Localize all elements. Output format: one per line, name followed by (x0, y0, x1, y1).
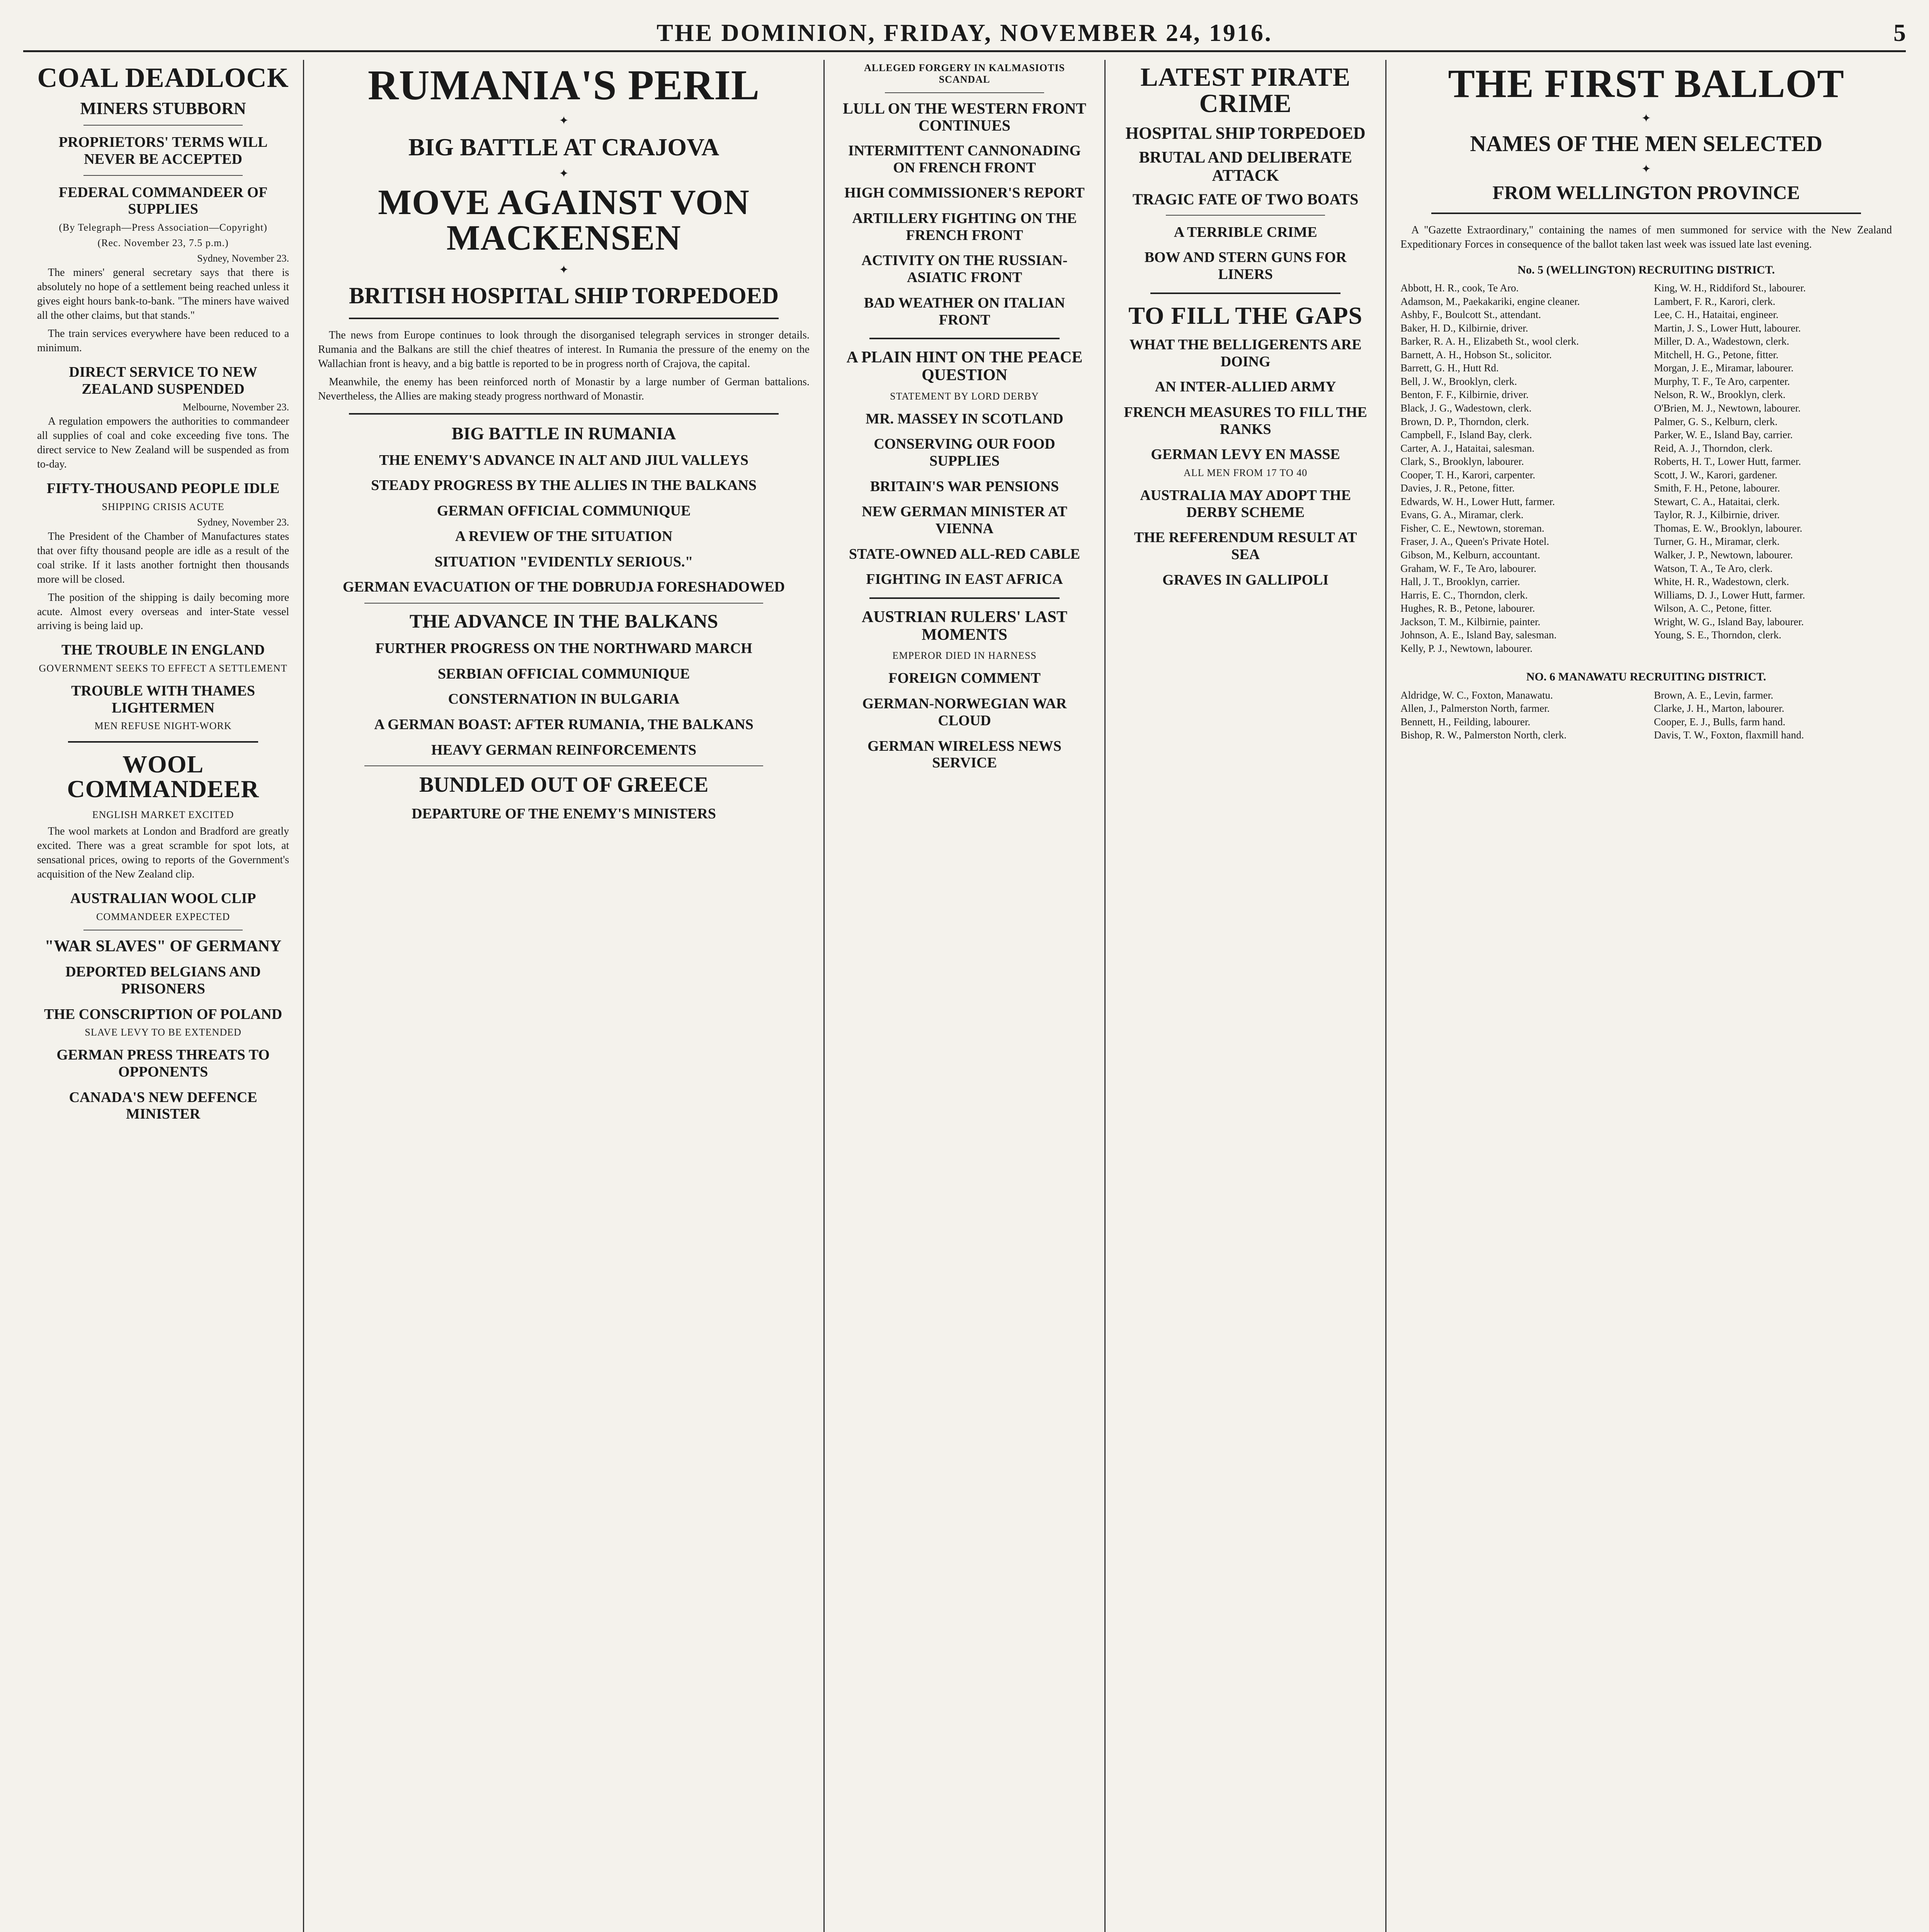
headline-war-slaves: "WAR SLAVES" OF GERMANY (44, 937, 282, 955)
subhead-referendum-sea: THE REFERENDUM RESULT AT SEA (1134, 529, 1357, 563)
divider (349, 413, 779, 415)
ballot-name-entry: Aldridge, W. C., Foxton, Manawatu. (1400, 689, 1553, 701)
ornament: ✦ (1641, 162, 1651, 175)
article-paragraph: The wool markets at London and Bradford are greatly excited. There was a great scramble for spot lots, at sensational prices, owing to reports of the Government's acquisition of the New Zealand clip. (37, 825, 289, 881)
masthead-title: THE DOMINION, FRIDAY, NOVEMBER 24, 1916. (657, 19, 1272, 46)
subhead-intermittent-cannonading: INTERMITTENT CANNONADING ON FRENCH FRONT (848, 143, 1081, 176)
ballot-name-entry: Mitchell, H. G., Petone, fitter. (1654, 349, 1779, 361)
received-line: (Rec. November 23, 7.5 p.m.) (97, 237, 229, 249)
subhead-bundled-out-greece: BUNDLED OUT OF GREECE (419, 773, 709, 797)
headline-lull-western-front: LULL ON THE WESTERN FRONT CONTINUES (843, 100, 1086, 134)
subhead-night-work: MEN REFUSE NIGHT-WORK (94, 720, 232, 732)
ballot-name-entry: Watson, T. A., Te Aro, clerk. (1654, 562, 1773, 574)
subhead-northward-march: FURTHER PROGRESS ON THE NORTHWARD MARCH (375, 640, 752, 656)
subhead-lord-derby: STATEMENT BY LORD DERBY (890, 390, 1039, 402)
ornament: ✦ (559, 264, 569, 277)
subhead-inter-allied-army: AN INTER-ALLIED ARMY (1155, 379, 1336, 395)
headline-plain-hint: A PLAIN HINT ON THE PEACE QUESTION (846, 349, 1083, 384)
subhead-east-africa: FIGHTING IN EAST AFRICA (866, 571, 1063, 588)
article-paragraph: The train services everywhere have been reduced to a minimum. (37, 327, 289, 354)
ballot-name-entry: Baker, H. D., Kilbirnie, driver. (1400, 322, 1528, 334)
ballot-name-entry: Adamson, M., Paekakariki, engine cleaner. (1400, 295, 1580, 307)
divider (1166, 215, 1325, 216)
ballot-name-entry: Cooper, T. H., Karori, carpenter. (1400, 469, 1536, 481)
ballot-name-entry: Williams, D. J., Lower Hutt, farmer. (1654, 589, 1805, 601)
ballot-name-entry: Lambert, F. R., Karori, clerk. (1654, 295, 1776, 307)
headline-first-ballot: THE FIRST BALLOT (1448, 61, 1844, 106)
subhead-food-supplies: CONSERVING OUR FOOD SUPPLIES (874, 436, 1055, 469)
divider (1150, 293, 1340, 294)
ballot-name-entry: Roberts, H. T., Lower Hutt, farmer. (1654, 456, 1801, 468)
subhead-direct-service: DIRECT SERVICE TO NEW ZEALAND SUSPENDED (69, 364, 257, 397)
ballot-name-entry: Wilson, A. C., Petone, fitter. (1654, 602, 1772, 614)
ballot-name-entry: Parker, W. E., Island Bay, carrier. (1654, 429, 1793, 441)
subhead-heavy-reinforcements: HEAVY GERMAN REINFORCEMENTS (431, 742, 697, 758)
subhead-massey-scotland: MR. MASSEY IN SCOTLAND (866, 410, 1063, 427)
page-number: 5 (1893, 19, 1906, 46)
ballot-name-entry: Fisher, C. E., Newtown, storeman. (1400, 522, 1545, 534)
headline-coal-deadlock: COAL DEADLOCK (37, 62, 289, 93)
subhead-german-press-threats: GERMAN PRESS THREATS TO OPPONENTS (56, 1047, 270, 1080)
subhead-review-situation: A REVIEW OF THE SITUATION (455, 528, 673, 544)
ballot-name-entry: Barrett, G. H., Hutt Rd. (1400, 362, 1499, 374)
headline-wool-commandeer: WOOL COMMANDEER (67, 750, 259, 803)
ballot-name-entry: White, H. R., Wadestown, clerk. (1654, 576, 1789, 588)
article-paragraph: A regulation empowers the authorities to commandeer all supplies of coal and coke exceeding five tons. The direct service to New Zealand will be suspended as from to-day. (37, 415, 289, 471)
subhead-trouble-england: THE TROUBLE IN ENGLAND (61, 642, 265, 658)
subhead-german-communique: GERMAN OFFICIAL COMMUNIQUE (437, 503, 691, 519)
ballot-name-entry: Harris, E. C., Thorndon, clerk. (1400, 589, 1528, 601)
subhead-german-boast: A GERMAN BOAST: AFTER RUMANIA, THE BALKANS (374, 716, 754, 733)
subhead-slave-levy: SLAVE LEVY TO BE EXTENDED (85, 1027, 242, 1038)
divider (349, 318, 779, 319)
subhead-government-settlement: GOVERNMENT SEEKS TO EFFECT A SETTLEMENT (39, 663, 287, 674)
subhead-big-battle-crajova: BIG BATTLE AT CRAJOVA (408, 133, 720, 161)
ballot-name-entry: O'Brien, M. J., Newtown, labourer. (1654, 402, 1801, 414)
column-coal-deadlock (23, 60, 304, 1932)
subhead-artillery-french-front: ARTILLERY FIGHTING ON THE FRENCH FRONT (852, 210, 1077, 243)
subhead-serbian-communique: SERBIAN OFFICIAL COMMUNIQUE (437, 665, 690, 682)
divider (869, 597, 1060, 599)
subhead-departure-ministers: DEPARTURE OF THE ENEMY'S MINISTERS (412, 805, 716, 822)
subhead-deported-belgians: DEPORTED BELGIANS AND PRISONERS (65, 964, 261, 997)
subhead-bow-stern-guns: BOW AND STERN GUNS FOR LINERS (1144, 249, 1347, 283)
column-western-front (825, 60, 1106, 1932)
divider (1431, 213, 1861, 214)
subhead-russian-asiatic-front: ACTIVITY ON THE RUSSIAN-ASIATIC FRONT (861, 252, 1068, 286)
ballot-name-entry: Carter, A. J., Hataitai, salesman. (1400, 442, 1535, 454)
district-heading: NO. 6 MANAWATU RECRUITING DISTRICT. (1526, 670, 1766, 684)
ballot-name-entry: Wright, W. G., Island Bay, labourer. (1654, 616, 1804, 628)
article-paragraph: The miners' general secretary says that there is absolutely no hope of a settlement being reached unless it gives eight hours bank-to-bank. "The miners have waived all the other claims, but that stands." (37, 267, 289, 321)
ballot-name-entry: Clark, S., Brooklyn, labourer. (1400, 456, 1524, 468)
headline-move-against-mackensen: MOVE AGAINST VON MACKENSEN (378, 182, 750, 258)
subhead-bad-weather-italy: BAD WEATHER ON ITALIAN FRONT (864, 294, 1065, 328)
subhead-names-selected: NAMES OF THE MEN SELECTED (1470, 131, 1823, 156)
divider (68, 741, 258, 743)
ballot-name-entry: Clarke, J. H., Marton, labourer. (1654, 702, 1784, 714)
subhead-dobrudja-evacuation: GERMAN EVACUATION OF THE DOBRUDJA FORESHADOWED (343, 579, 785, 595)
ballot-name-entry: Barker, R. A. H., Elizabeth St., wool clerk. (1400, 335, 1579, 347)
ornament: ✦ (559, 114, 569, 127)
ballot-name-entry: Walker, J. P., Newtown, labourer. (1654, 549, 1793, 561)
subhead-derby-scheme: AUSTRALIA MAY ADOPT THE DERBY SCHEME (1140, 487, 1351, 520)
subhead-evidently-serious: SITUATION "EVIDENTLY SERIOUS." (434, 553, 693, 570)
ballot-name-entry: Lee, C. H., Hataitai, engineer. (1654, 309, 1779, 321)
subhead-all-red-cable: STATE-OWNED ALL-RED CABLE (849, 546, 1080, 562)
divider (364, 603, 763, 604)
subhead-english-market: ENGLISH MARKET EXCITED (92, 809, 234, 821)
subhead-belligerents: WHAT THE BELLIGERENTS ARE DOING (1129, 336, 1362, 370)
headline-austrian-rulers: AUSTRIAN RULERS' LAST MOMENTS (861, 608, 1068, 644)
ballot-name-entry: Gibson, M., Kelburn, accountant. (1400, 549, 1540, 561)
divider (364, 765, 763, 766)
subhead-canada-defence: CANADA'S NEW DEFENCE MINISTER (69, 1089, 257, 1122)
headline-fill-the-gaps: TO FILL THE GAPS (1128, 301, 1363, 329)
subhead-graves-gallipoli: GRAVES IN GALLIPOLI (1162, 571, 1329, 588)
subhead-shipping-crisis: SHIPPING CRISIS ACUTE (102, 501, 225, 512)
article-paragraph: The news from Europe continues to look through the disorganised telegraph services in stronger details. Rumania and the Balkans are still the chief theatres of interest. In Rumania the pressure of the enemy on the Wallachian front is heavy, and a big battle is reported to be in progress north of Crajova, the capital. (318, 329, 810, 370)
ballot-name-entry: Jackson, T. M., Kilbirnie, painter. (1400, 616, 1541, 628)
subhead-german-norwegian: GERMAN-NORWEGIAN WAR CLOUD (862, 696, 1067, 729)
ballot-name-entry: Stewart, C. A., Hataitai, clerk. (1654, 495, 1780, 507)
ballot-name-entry: Young, S. E., Thorndon, clerk. (1654, 629, 1781, 641)
ballot-name-entry: Benton, F. F., Kilbirnie, driver. (1400, 389, 1529, 401)
ballot-name-entry: King, W. H., Riddiford St., labourer. (1654, 282, 1806, 294)
ballot-name-entry: Campbell, F., Island Bay, clerk. (1400, 429, 1532, 441)
ballot-name-entry: Turner, G. H., Miramar, clerk. (1654, 536, 1780, 548)
subhead-french-measures: FRENCH MEASURES TO FILL THE RANKS (1124, 404, 1367, 437)
ballot-name-entry: Brown, A. E., Levin, farmer. (1654, 689, 1774, 701)
divider (83, 175, 243, 176)
headline-rumanias-peril: RUMANIA'S PERIL (367, 61, 760, 109)
article-paragraph: The position of the shipping is daily becoming more acute. Almost every overseas and inter-State vessel arriving is being laid up. (37, 591, 289, 632)
ballot-name-entry: Davies, J. R., Petone, fitter. (1400, 482, 1515, 494)
ballot-name-entry: Miller, D. A., Wadestown, clerk. (1654, 335, 1790, 347)
credit-line: (By Telegraph—Press Association—Copyright) (59, 222, 267, 233)
ballot-name-entry: Palmer, G. S., Kelburn, clerk. (1654, 415, 1778, 427)
divider (869, 338, 1060, 339)
subhead-fifty-thousand-idle: FIFTY-THOUSAND PEOPLE IDLE (46, 480, 280, 497)
ballot-name-entry: Hughes, R. B., Petone, labourer. (1400, 602, 1535, 614)
subhead-consternation-bulgaria: CONSTERNATION IN BULGARIA (448, 691, 680, 707)
subhead-terrible-crime: A TERRIBLE CRIME (1174, 224, 1317, 240)
ballot-name-entry: Hall, J. T., Brooklyn, carrier. (1400, 576, 1520, 588)
subhead-men-17-to-40: ALL MEN FROM 17 TO 40 (1184, 467, 1308, 478)
ballot-name-entry: Thomas, E. W., Brooklyn, labourer. (1654, 522, 1803, 534)
subhead-proprietors-terms: PROPRIETORS' TERMS WILL NEVER BE ACCEPTED (58, 134, 268, 168)
columns (23, 60, 1906, 1932)
ballot-name-entry: Kelly, P. J., Newtown, labourer. (1400, 642, 1533, 654)
article-paragraph: Meanwhile, the enemy has been reinforced north of Monastir by a large number of German battalions. Nevertheless, the Allies are making steady progress northward of Monastir. (318, 376, 810, 403)
ballot-name-entry: Brown, D. P., Thorndon, clerk. (1400, 415, 1529, 427)
ballot-name-entry: Bennett, H., Feilding, labourer. (1400, 716, 1531, 728)
ballot-name-entry: Smith, F. H., Petone, labourer. (1654, 482, 1780, 494)
ballot-name-entry: Martin, J. S., Lower Hutt, labourer. (1654, 322, 1801, 334)
ballot-name-entry: Allen, J., Palmerston North, farmer. (1400, 702, 1550, 714)
subhead-war-pensions: BRITAIN'S WAR PENSIONS (870, 478, 1059, 495)
subhead-steady-progress: STEADY PROGRESS BY THE ALLIES IN THE BALKANS (371, 477, 757, 494)
ballot-name-entry: Black, J. G., Wadestown, clerk. (1400, 402, 1532, 414)
subhead-hospital-ship: BRITISH HOSPITAL SHIP TORPEDOED (349, 283, 779, 309)
ballot-name-entry: Barnett, A. H., Hobson St., solicitor. (1400, 349, 1552, 361)
dateline: Sydney, November 23. (197, 253, 289, 264)
ballot-name-entry: Taylor, R. J., Kilbirnie, driver. (1654, 509, 1780, 521)
ballot-name-entry: Bell, J. W., Brooklyn, clerk. (1400, 375, 1517, 387)
subhead-federal-commandeer: FEDERAL COMMANDEER OF SUPPLIES (58, 184, 268, 218)
column-first-ballot (1386, 60, 1906, 1932)
ballot-name-entry: Johnson, A. E., Island Bay, salesman. (1400, 629, 1557, 641)
masthead (23, 15, 1906, 52)
subhead-high-commissioner: HIGH COMMISSIONER'S REPORT (844, 185, 1085, 201)
ballot-name-entry: Nelson, R. W., Brooklyn, clerk. (1654, 389, 1786, 401)
ballot-name-entry: Cooper, E. J., Bulls, farm hand. (1654, 716, 1786, 728)
column-pirate-crime (1106, 60, 1386, 1932)
dateline: Melbourne, November 23. (182, 401, 289, 413)
subhead-australian-wool: AUSTRALIAN WOOL CLIP (70, 890, 256, 907)
ballot-name-entry: Ashby, F., Boulcott St., attendant. (1400, 309, 1541, 321)
ballot-name-entry: Davis, T. W., Foxton, flaxmill hand. (1654, 729, 1804, 741)
subhead-advance-balkans: THE ADVANCE IN THE BALKANS (409, 610, 718, 632)
divider (83, 125, 243, 126)
subhead-emperor-harness: EMPEROR DIED IN HARNESS (892, 650, 1037, 662)
ballot-name-entry: Murphy, T. F., Te Aro, carpenter. (1654, 375, 1790, 387)
column-rumanias-peril (304, 60, 825, 1932)
subhead-foreign-comment: FOREIGN COMMENT (888, 670, 1041, 687)
subhead-tragic-fate: TRAGIC FATE OF TWO BOATS (1132, 190, 1359, 208)
divider (885, 92, 1044, 93)
subhead-german-wireless: GERMAN WIRELESS NEWS SERVICE (868, 738, 1061, 771)
ballot-name-entry: Evans, G. A., Miramar, clerk. (1400, 509, 1524, 521)
ballot-name-entry: Bishop, R. W., Palmerston North, clerk. (1400, 729, 1567, 741)
subhead-wellington-province: FROM WELLINGTON PROVINCE (1492, 181, 1800, 203)
ballot-intro: A "Gazette Extraordinary," containing the names of men summoned for service with the New Zealand Expeditionary Forces in consequence of the ballot taken last week was issued late last evening. (1400, 224, 1892, 250)
ballot-name-entry: Reid, A. J., Thorndon, clerk. (1654, 442, 1773, 454)
subhead-miners-stubborn: MINERS STUBBORN (80, 99, 246, 118)
district-heading: No. 5 (WELLINGTON) RECRUITING DISTRICT. (1517, 263, 1775, 276)
subhead-alleged-forgery: ALLEGED FORGERY IN KALMASIOTIS SCANDAL (864, 62, 1065, 85)
ornament: ✦ (1641, 112, 1651, 125)
ballot-name-entry: Abbott, H. R., cook, Te Aro. (1400, 282, 1519, 294)
subhead-hospital-ship: HOSPITAL SHIP TORPEDOED (1125, 124, 1366, 143)
subhead-commandeer-expected: COMMANDEER EXPECTED (96, 911, 230, 922)
subhead-conscription-poland: THE CONSCRIPTION OF POLAND (44, 1006, 282, 1022)
subhead-german-minister-vienna: NEW GERMAN MINISTER AT VIENNA (862, 503, 1067, 537)
ballot-list-wellington (1400, 256, 1892, 655)
subhead-big-battle-rumania: BIG BATTLE IN RUMANIA (451, 423, 676, 444)
subhead-german-levy: GERMAN LEVY EN MASSE (1151, 446, 1340, 463)
ballot-name-entry: Edwards, W. H., Lower Hutt, farmer. (1400, 495, 1555, 507)
ballot-name-entry: Fraser, J. A., Queen's Private Hotel. (1400, 536, 1549, 548)
headline-latest-pirate-crime: LATEST PIRATE CRIME (1140, 62, 1351, 118)
subhead-thames-lightermen: TROUBLE WITH THAMES LIGHTERMEN (71, 683, 255, 716)
ballot-list-manawatu (1400, 663, 1892, 742)
subhead-brutal-attack: BRUTAL AND DELIBERATE ATTACK (1139, 149, 1352, 185)
subhead-enemy-advance: THE ENEMY'S ADVANCE IN ALT AND JIUL VALLEYS (379, 452, 748, 468)
ornament: ✦ (559, 167, 569, 180)
ballot-name-entry: Graham, W. F., Te Aro, labourer. (1400, 562, 1536, 574)
ballot-name-entry: Morgan, J. E., Miramar, labourer. (1654, 362, 1794, 374)
article-paragraph: The President of the Chamber of Manufactures states that over fifty thousand people are idle as a result of the coal strike. If it lasts another fortnight then thousands more will be closed. (37, 530, 289, 585)
dateline: Sydney, November 23. (197, 516, 289, 528)
ballot-name-entry: Scott, J. W., Karori, gardener. (1654, 469, 1778, 481)
